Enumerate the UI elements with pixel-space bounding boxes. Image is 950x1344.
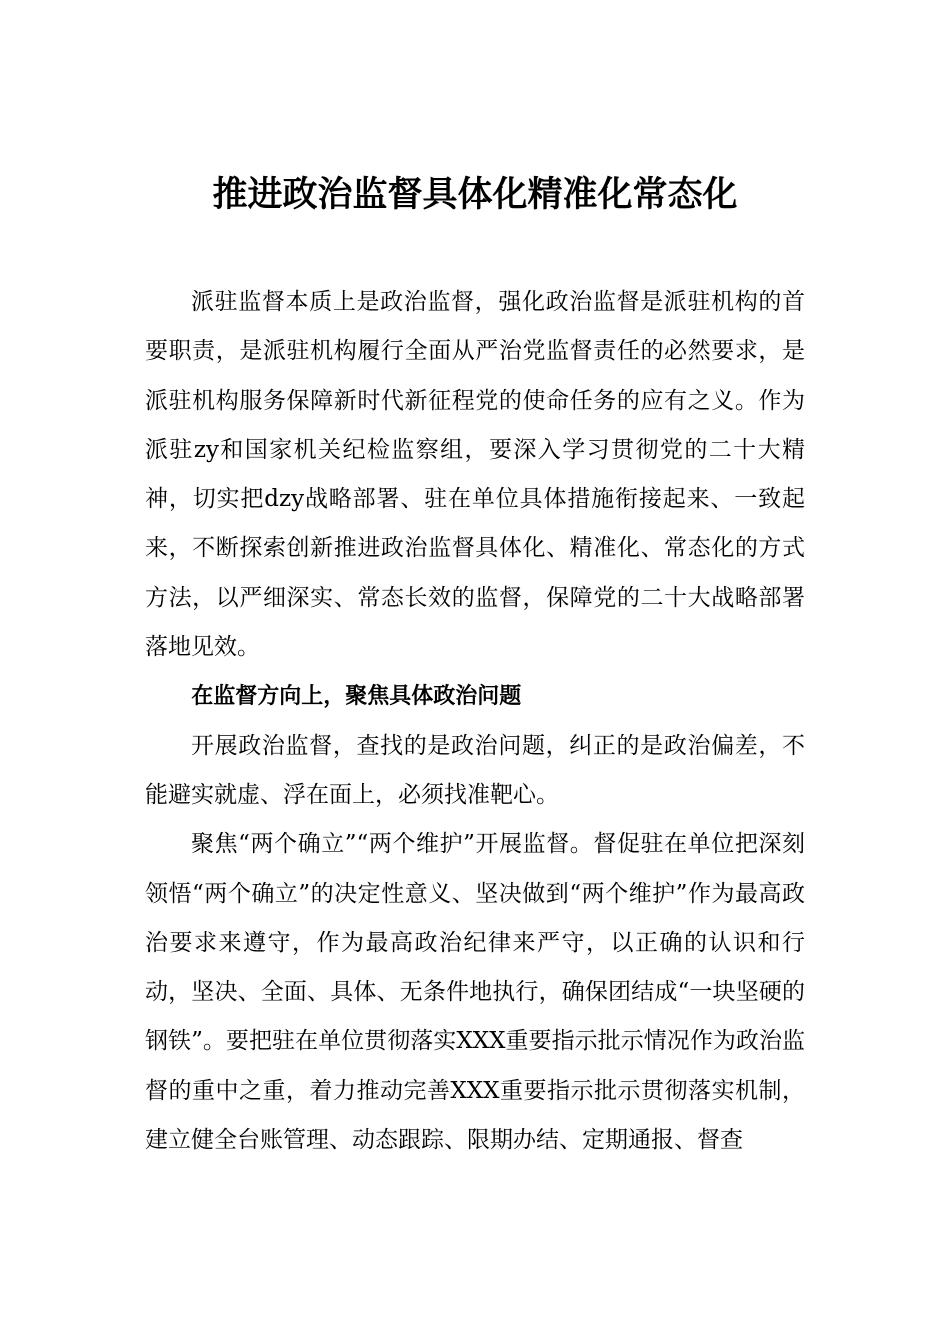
document-title: 推进政治监督具体化精准化常态化 bbox=[212, 174, 738, 215]
body-paragraph: 开展政治监督，查找的是政治问题，纠正的是政治偏差，不能避实就虚、浮在面上，必须找准靶心。 bbox=[145, 732, 805, 808]
section-heading: 在监督方向上，聚焦具体政治问题 bbox=[191, 684, 522, 710]
document-body bbox=[145, 278, 805, 1165]
body-paragraph: 派驻监督本质上是政治监督，强化政治监督是派驻机构的首要职责，是派驻机构履行全面从严治党监督责任的必然要求，是派驻机构服务保障新时代新征程党的使命任务的应有之义。作为派驻zy和国家机关纪检监察组，要深入学习贯彻党的二十大精神，切实把dzy战略部署、驻在单位具体措施衔接起来、一致起来，不断探索创新推进政治监督具体化、精准化、常态化的方式方法，以严细深实、常态长效的监督，保障党的二十大战略部署落地见效。 bbox=[145, 289, 805, 661]
body-paragraph: 聚焦“两个确立”“两个维护”开展监督。督促驻在单位把深刻领悟“两个确立”的决定性意义、坚决做到“两个维护”作为最高政治要求来遵守，作为最高政治纪律来严守，以正确的认识和行动，坚决、全面、具体、无条件地执行，确保团结成“一块坚硬的钢铁”。要把驻在单位贯彻落实XXX重要指示批示情况作为政治监督的重中之重，着力推动完善XXX重要指示批示贯彻落实机制，建立健全台账管理、动态跟踪、限期办结、定期通报、督查 bbox=[145, 831, 805, 1154]
